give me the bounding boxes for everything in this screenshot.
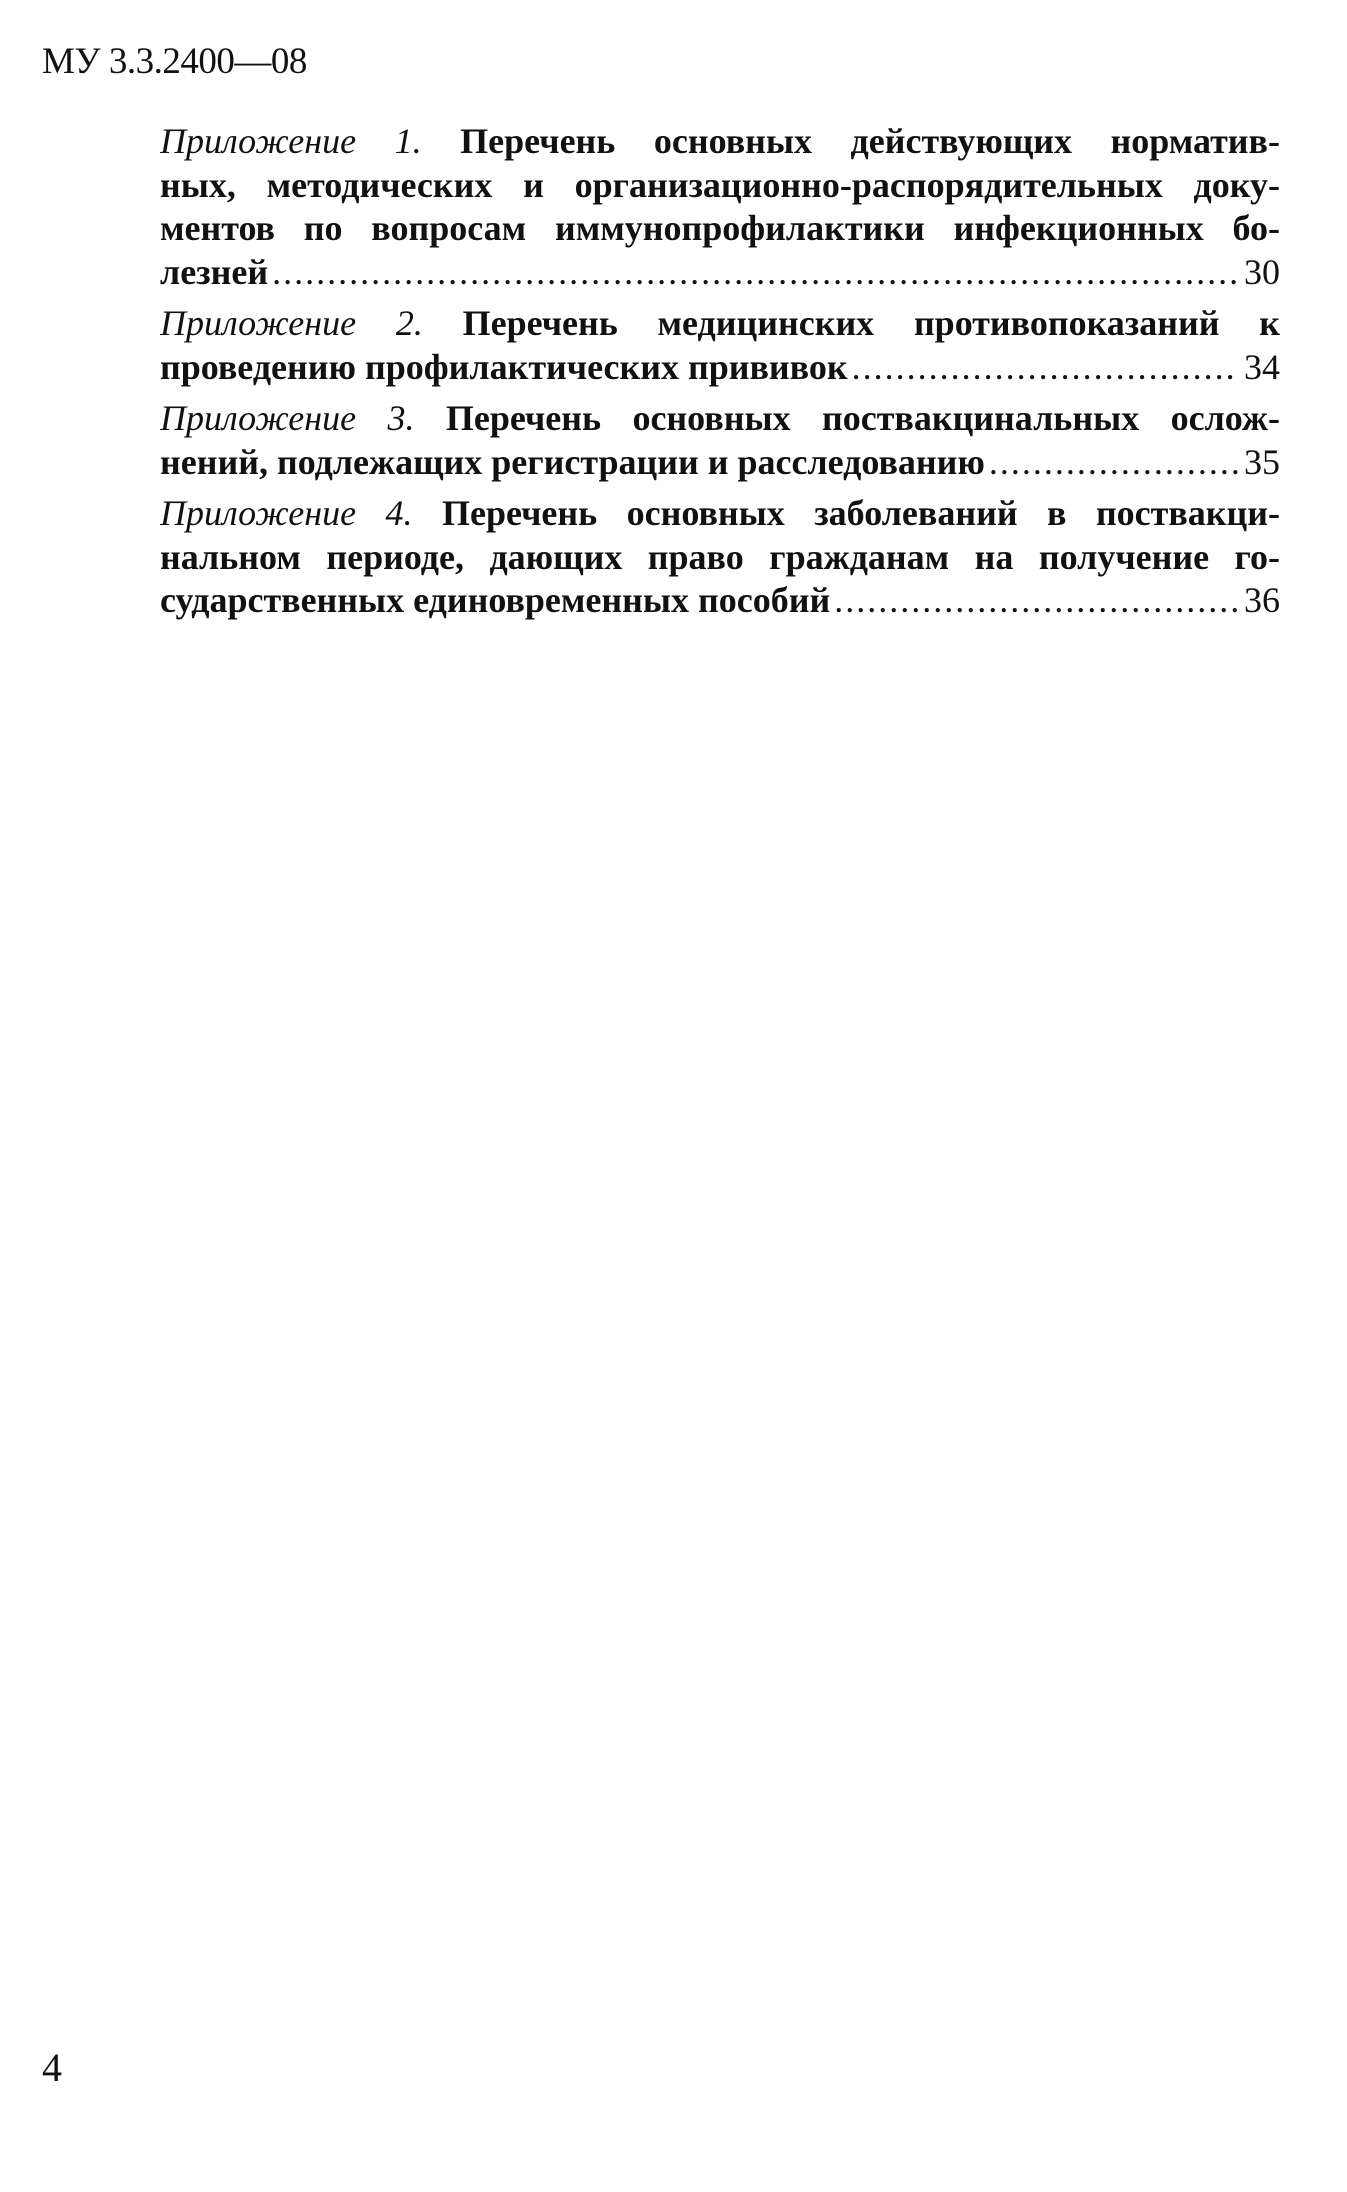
toc-entry-line: ментов по вопросам иммунопрофилактики инфекционных бо- xyxy=(160,208,1280,248)
toc-entry-line: нальном периоде, дающих право гражданам на получение го- xyxy=(160,536,1280,577)
toc-page-number: 34 xyxy=(1244,346,1280,387)
toc-entry-text: проведению профилактических прививок xyxy=(160,346,848,387)
toc-page-number: 35 xyxy=(1244,441,1280,482)
toc-entry-appendix-2[interactable] xyxy=(160,302,1280,389)
toc-entry-label: Приложение 3. xyxy=(160,398,415,438)
toc-entry-text: Перечень медицинских противопоказаний к xyxy=(422,303,1280,343)
toc-entry-line xyxy=(160,302,1280,346)
toc-entry-appendix-4[interactable] xyxy=(160,492,1280,623)
toc-entry-text: нений, подлежащих регистрации и расследованию xyxy=(160,441,985,482)
toc-entry-appendix-1[interactable] xyxy=(160,120,1280,294)
toc-entry-line xyxy=(160,397,1280,441)
dot-leader xyxy=(852,346,1238,390)
toc-entry-label: Приложение 1. xyxy=(160,121,422,161)
table-of-contents xyxy=(160,120,1280,631)
toc-entry-label: Приложение 4. xyxy=(160,493,413,533)
toc-entry-text: лезней xyxy=(160,251,269,292)
dot-leader xyxy=(989,441,1238,485)
toc-entry-line: ных, методических и организационно-распорядительных доку- xyxy=(160,164,1280,205)
dot-leader xyxy=(834,579,1238,623)
document-code: МУ 3.3.2400—08 xyxy=(42,41,307,82)
dot-leader xyxy=(272,251,1238,295)
toc-entry-text: Перечень основных заболеваний в поствакци- xyxy=(412,493,1280,533)
toc-entry-label: Приложение 2. xyxy=(160,303,423,343)
toc-page-number: 30 xyxy=(1244,251,1280,292)
toc-entry-last-line xyxy=(160,579,1280,623)
toc-entry-last-line xyxy=(160,441,1280,485)
toc-entry-text: Перечень основных поствакцинальных ослож- xyxy=(414,398,1280,438)
toc-page-number: 36 xyxy=(1244,580,1280,620)
toc-entry-appendix-3[interactable] xyxy=(160,397,1280,484)
toc-entry-text: сударственных единовременных пособий xyxy=(160,580,831,620)
toc-entry-line xyxy=(160,492,1280,536)
toc-entry-last-line xyxy=(160,251,1280,295)
toc-entry-last-line xyxy=(160,346,1280,390)
page-number: 4 xyxy=(42,2045,62,2090)
toc-entry-line xyxy=(160,120,1280,164)
toc-entry-text: Перечень основных действующих норматив- xyxy=(421,121,1280,161)
